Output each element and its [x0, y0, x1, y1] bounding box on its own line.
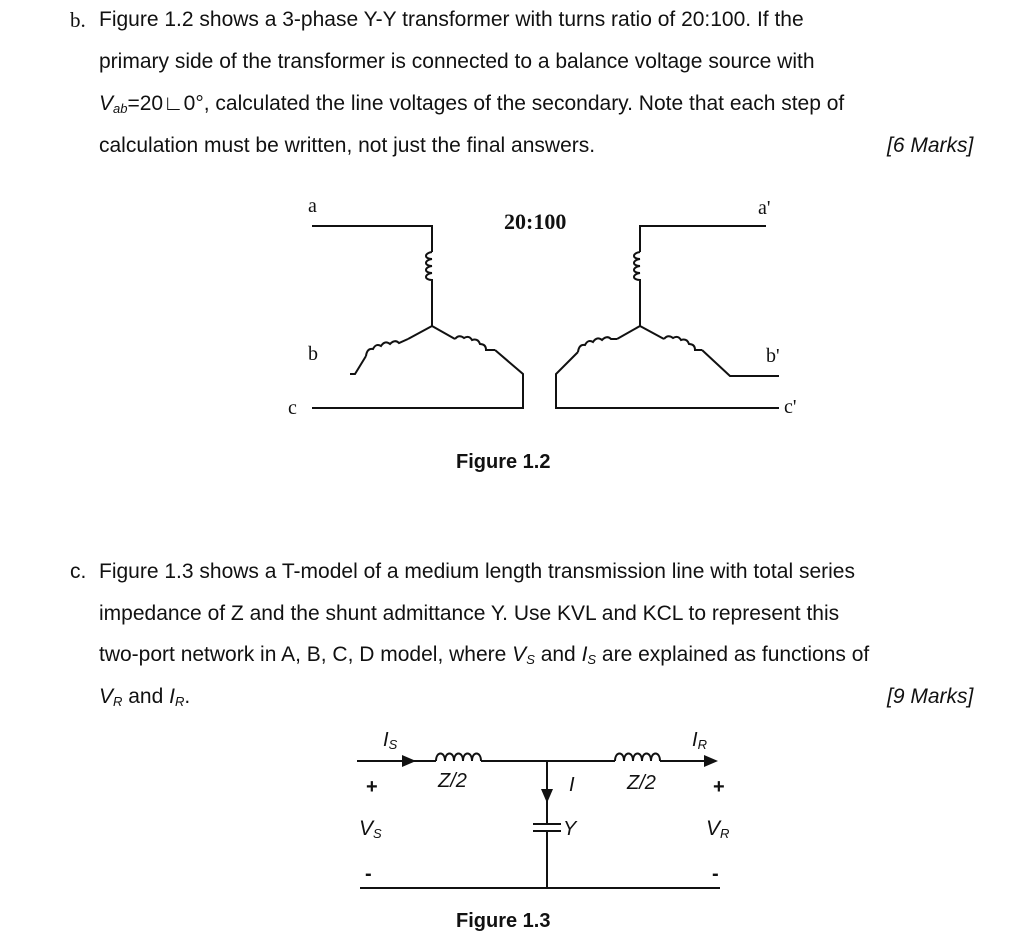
y-label: Y	[563, 818, 577, 840]
part-b-marks: [6 Marks]	[887, 134, 974, 157]
is-label: $I_S$	[383, 729, 398, 752]
part-c-line-1: Figure 1.3 shows a T-model of a medium length transmission line with total series	[99, 560, 855, 583]
figure-1-2-caption: Figure 1.2	[456, 451, 551, 473]
terminal-b-prime: b'	[766, 345, 780, 367]
is-subscript: S	[587, 652, 597, 667]
ir-symbol: I	[169, 685, 175, 708]
part-b-line-4: calculation must be written, not just the final answers.	[99, 134, 596, 157]
and-2: and	[122, 685, 170, 708]
arrow-i	[541, 789, 553, 803]
coil-z-right	[615, 754, 660, 762]
part-c-line-2: impedance of Z and the shunt admittance Y. Use KVL and KCL to represent this	[99, 602, 840, 625]
part-b-line-2: primary side of the transformer is connected to a balance voltage source with	[99, 50, 815, 73]
period: .	[184, 685, 191, 708]
vs-minus: -	[365, 863, 372, 885]
vs-symbol: V	[512, 643, 527, 666]
terminal-b: b	[308, 343, 318, 365]
part-c-line-3-end: are explained as functions of	[596, 643, 870, 666]
ir-label: $I_R$	[692, 729, 707, 752]
vs-subscript: S	[526, 652, 535, 667]
vab-value: =20∟0°	[127, 92, 204, 115]
and-1: and	[534, 643, 582, 666]
vab-subscript: ab	[113, 101, 128, 116]
arrow-is	[402, 755, 416, 767]
is-symbol: I	[581, 643, 588, 666]
part-b-line-3-rest: , calculated the line voltages of the secondary. Note that each step of	[203, 92, 845, 115]
coil-z-left	[436, 754, 481, 762]
vr-minus: -	[712, 863, 719, 885]
vab-symbol: V	[99, 92, 114, 115]
terminal-a-prime: a'	[758, 197, 771, 219]
terminal-c: c	[288, 397, 297, 419]
vr-symbol: V	[99, 685, 114, 708]
ir-subscript: R	[174, 694, 185, 709]
part-b-line-1: Figure 1.2 shows a 3-phase Y-Y transformer with turns ratio of 20:100. If the	[99, 8, 804, 31]
vs-plus: +	[366, 776, 378, 798]
figure-1-3-caption: Figure 1.3	[456, 910, 551, 932]
arrow-ir	[704, 755, 718, 767]
part-b-label: b.	[70, 8, 86, 32]
vr-label: $V_R$	[706, 817, 730, 841]
z-right-label: Z/2	[627, 772, 656, 794]
part-c-line-3-start: two-port network in A, B, C, D model, where	[99, 643, 513, 666]
vs-label: $V_S$	[359, 817, 382, 841]
vr-plus: +	[713, 776, 725, 798]
z-left-label: Z/2	[438, 770, 467, 792]
i-label: I	[569, 774, 575, 796]
part-c-marks: [9 Marks]	[887, 685, 974, 708]
terminal-a: a	[308, 195, 317, 217]
turns-ratio: 20:100	[504, 209, 567, 234]
vr-subscript: R	[113, 694, 123, 709]
terminal-c-prime: c'	[784, 396, 797, 418]
part-c-label: c.	[70, 560, 87, 583]
